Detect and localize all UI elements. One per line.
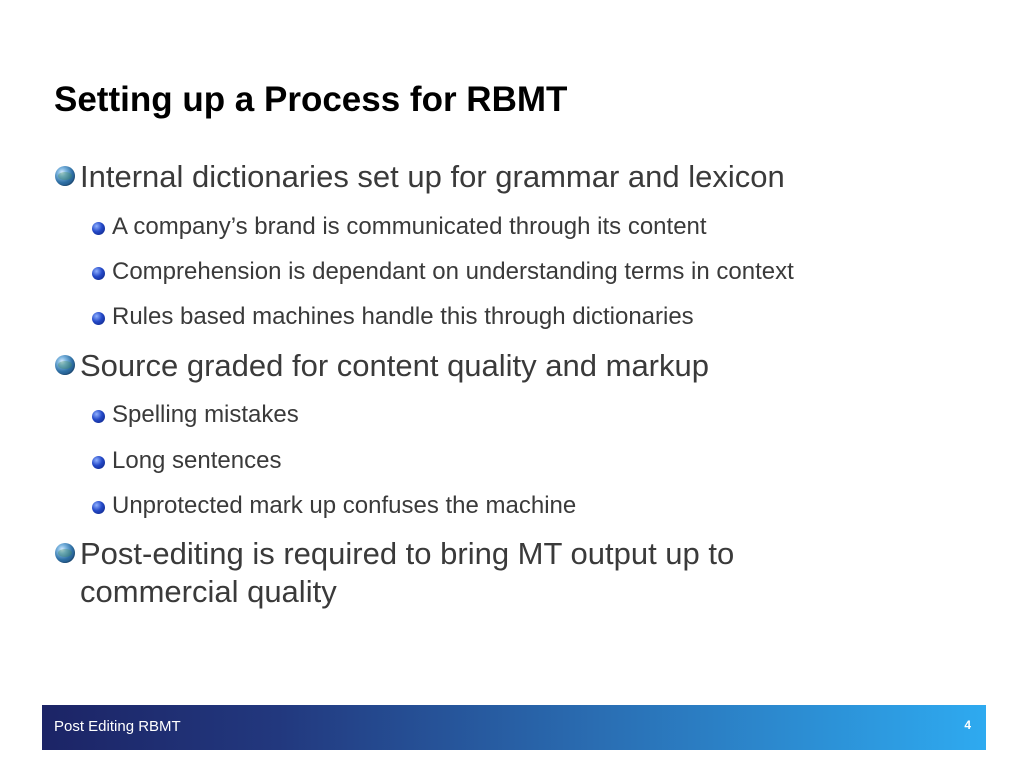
bullet-level-1: Source graded for content quality and markup xyxy=(80,348,709,383)
bullet-level-1: Post-editing is required to bring MT output up to commercial quality xyxy=(80,536,735,609)
globe-bullet-icon xyxy=(55,543,75,563)
page-number: 4 xyxy=(964,718,971,732)
bullet-level-2: Comprehension is dependant on understanding terms in context xyxy=(112,258,794,285)
dot-bullet-icon xyxy=(92,267,105,280)
footer-bar xyxy=(42,705,986,750)
globe-bullet-icon xyxy=(55,166,75,186)
dot-bullet-icon xyxy=(92,501,105,514)
dot-bullet-icon xyxy=(92,222,105,235)
footer-label: Post Editing RBMT xyxy=(54,718,181,735)
bullet-level-2: A company’s brand is communicated through its content xyxy=(112,213,707,240)
dot-bullet-icon xyxy=(92,456,105,469)
bullet-level-2: Spelling mistakes xyxy=(112,401,299,428)
bullet-level-2: Unprotected mark up confuses the machine xyxy=(112,492,577,519)
dot-bullet-icon xyxy=(92,312,105,325)
bullet-level-2: Rules based machines handle this through dictionaries xyxy=(112,303,694,330)
bullet-level-2: Long sentences xyxy=(112,447,282,474)
slide-title: Setting up a Process for RBMT xyxy=(54,80,568,119)
dot-bullet-icon xyxy=(92,410,105,423)
globe-bullet-icon xyxy=(55,355,75,375)
bullet-level-1: Internal dictionaries set up for grammar and lexicon xyxy=(80,159,785,194)
